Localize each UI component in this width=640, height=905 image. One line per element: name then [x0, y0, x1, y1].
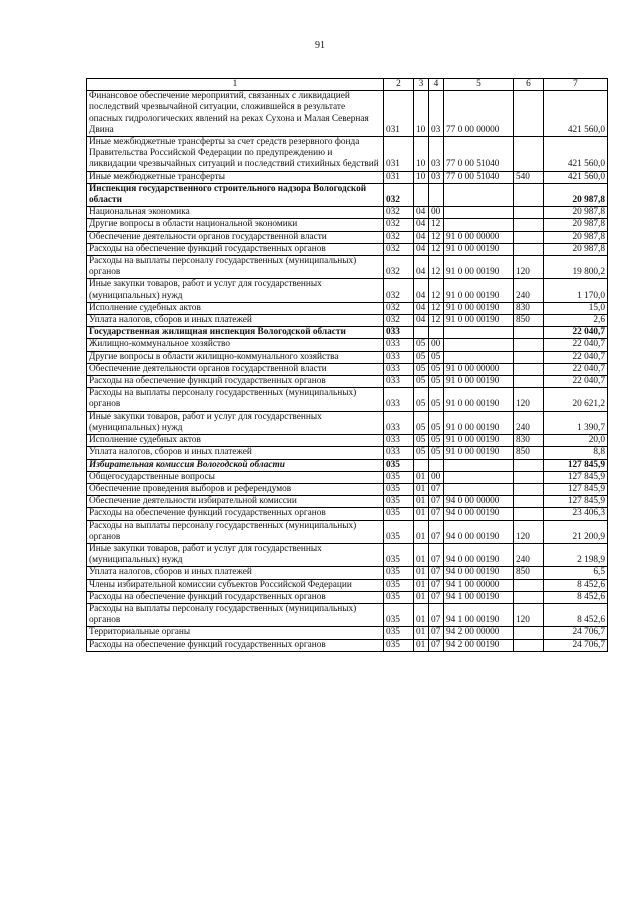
cell-amount: 22 040,7 — [544, 363, 608, 375]
cell-subsection: 12 — [429, 279, 444, 302]
cell-expense-type — [514, 496, 544, 508]
header-col-3: 3 — [414, 79, 429, 91]
cell-target-article — [444, 207, 514, 219]
table-row — [87, 591, 608, 603]
cell-target-article — [444, 351, 514, 363]
cell-amount: 23 406,3 — [544, 508, 608, 520]
cell-subsection: 03 — [429, 171, 444, 183]
cell-amount: 8 452,6 — [544, 591, 608, 603]
cell-amount: 2,6 — [544, 315, 608, 327]
cell-subsection — [429, 327, 444, 339]
cell-name: Расходы на обеспечение функций государственных органов — [87, 508, 384, 520]
cell-amount: 20 987,8 — [544, 183, 608, 206]
cell-expense-type: 850 — [514, 315, 544, 327]
cell-subsection: 07 — [429, 520, 444, 543]
cell-target-article — [444, 483, 514, 495]
cell-name: Жилищно-коммунальное хозяйство — [87, 339, 384, 351]
cell-expense-type: 240 — [514, 543, 544, 566]
cell-ministry-code: 033 — [384, 327, 414, 339]
cell-name: Исполнение судебных актов — [87, 435, 384, 447]
cell-ministry-code: 032 — [384, 302, 414, 314]
table-row — [87, 279, 608, 302]
cell-expense-type — [514, 471, 544, 483]
cell-name: Расходы на обеспечение функций государственных органов — [87, 376, 384, 388]
cell-subsection: 07 — [429, 627, 444, 639]
cell-amount: 20,0 — [544, 435, 608, 447]
cell-subsection: 07 — [429, 483, 444, 495]
cell-amount: 8 452,6 — [544, 579, 608, 591]
cell-section: 04 — [414, 231, 429, 243]
table-row — [87, 339, 608, 351]
cell-section — [414, 183, 429, 206]
table-row — [87, 207, 608, 219]
table-row — [87, 579, 608, 591]
cell-amount: 127 845,9 — [544, 459, 608, 471]
cell-expense-type — [514, 91, 544, 137]
cell-subsection: 05 — [429, 388, 444, 411]
cell-section: 04 — [414, 207, 429, 219]
cell-subsection: 00 — [429, 207, 444, 219]
cell-amount: 20 987,8 — [544, 231, 608, 243]
cell-section — [414, 327, 429, 339]
cell-amount: 1 170,0 — [544, 279, 608, 302]
cell-name: Финансовое обеспечение мероприятий, связанных с ликвидацией последствий чрезвычайной ситуации, сложившейся в результате опасных гидрологических явлений на реках Сухона и Малая Северная Двина — [87, 91, 384, 137]
cell-section: 04 — [414, 243, 429, 255]
cell-target-article — [444, 219, 514, 231]
cell-amount: 24 706,7 — [544, 639, 608, 651]
cell-expense-type — [514, 639, 544, 651]
cell-target-article: 94 0 00 00190 — [444, 567, 514, 579]
cell-section: 01 — [414, 627, 429, 639]
header-col-4: 4 — [429, 79, 444, 91]
cell-target-article: 91 0 00 00190 — [444, 315, 514, 327]
cell-ministry-code: 032 — [384, 256, 414, 279]
cell-section: 05 — [414, 411, 429, 434]
cell-target-article: 91 0 00 00190 — [444, 411, 514, 434]
cell-section — [414, 459, 429, 471]
cell-name: Инспекция государственного строительного надзора Вологодской области — [87, 183, 384, 206]
cell-target-article: 94 2 00 00190 — [444, 639, 514, 651]
cell-ministry-code: 035 — [384, 459, 414, 471]
table-row — [87, 351, 608, 363]
table-row — [87, 471, 608, 483]
cell-target-article: 91 0 00 00190 — [444, 256, 514, 279]
table-row — [87, 520, 608, 543]
cell-name: Иные закупки товаров, работ и услуг для государственных (муниципальных) нужд — [87, 411, 384, 434]
cell-section: 04 — [414, 279, 429, 302]
budget-table — [86, 78, 608, 652]
cell-ministry-code: 032 — [384, 183, 414, 206]
cell-section: 05 — [414, 435, 429, 447]
cell-name: Исполнение судебных актов — [87, 302, 384, 314]
cell-target-article: 91 0 00 00000 — [444, 363, 514, 375]
cell-amount: 19 800,2 — [544, 256, 608, 279]
cell-amount: 15,0 — [544, 302, 608, 314]
cell-amount: 22 040,7 — [544, 327, 608, 339]
header-col-7: 7 — [544, 79, 608, 91]
cell-subsection: 07 — [429, 508, 444, 520]
cell-ministry-code: 033 — [384, 435, 414, 447]
table-row — [87, 256, 608, 279]
cell-amount: 6,5 — [544, 567, 608, 579]
cell-target-article: 94 0 00 00190 — [444, 520, 514, 543]
cell-name: Территориальные органы — [87, 627, 384, 639]
table-body — [87, 91, 608, 652]
cell-target-article — [444, 471, 514, 483]
cell-amount: 2 198,9 — [544, 543, 608, 566]
cell-amount: 21 200,9 — [544, 520, 608, 543]
cell-subsection: 00 — [429, 471, 444, 483]
cell-expense-type: 120 — [514, 388, 544, 411]
cell-ministry-code: 035 — [384, 627, 414, 639]
cell-section: 05 — [414, 447, 429, 459]
cell-ministry-code: 032 — [384, 207, 414, 219]
cell-amount: 20 987,8 — [544, 243, 608, 255]
cell-ministry-code: 033 — [384, 376, 414, 388]
cell-expense-type — [514, 579, 544, 591]
cell-subsection: 00 — [429, 339, 444, 351]
cell-amount: 8,8 — [544, 447, 608, 459]
cell-subsection: 05 — [429, 411, 444, 434]
table-row — [87, 315, 608, 327]
cell-expense-type: 120 — [514, 256, 544, 279]
cell-name: Иные закупки товаров, работ и услуг для государственных (муниципальных) нужд — [87, 279, 384, 302]
cell-ministry-code: 032 — [384, 231, 414, 243]
cell-ministry-code: 035 — [384, 508, 414, 520]
cell-section: 01 — [414, 496, 429, 508]
table-row — [87, 243, 608, 255]
cell-amount: 127 845,9 — [544, 471, 608, 483]
cell-ministry-code: 031 — [384, 171, 414, 183]
cell-amount: 22 040,7 — [544, 351, 608, 363]
cell-amount: 20 987,8 — [544, 219, 608, 231]
cell-subsection: 05 — [429, 447, 444, 459]
cell-name: Другие вопросы в области национальной экономики — [87, 219, 384, 231]
cell-name: Другие вопросы в области жилищно-коммунального хозяйства — [87, 351, 384, 363]
cell-section: 05 — [414, 388, 429, 411]
cell-subsection: 05 — [429, 351, 444, 363]
cell-section: 10 — [414, 91, 429, 137]
cell-section: 05 — [414, 363, 429, 375]
cell-amount: 8 452,6 — [544, 603, 608, 626]
cell-expense-type — [514, 243, 544, 255]
cell-section: 01 — [414, 543, 429, 566]
cell-section: 10 — [414, 171, 429, 183]
cell-section: 05 — [414, 339, 429, 351]
header-col-2: 2 — [384, 79, 414, 91]
cell-amount: 20 987,8 — [544, 207, 608, 219]
cell-ministry-code: 032 — [384, 219, 414, 231]
cell-ministry-code: 032 — [384, 243, 414, 255]
cell-ministry-code: 032 — [384, 315, 414, 327]
cell-expense-type: 850 — [514, 567, 544, 579]
cell-section: 05 — [414, 376, 429, 388]
cell-section: 04 — [414, 219, 429, 231]
cell-name: Расходы на выплаты персоналу государственных (муниципальных) органов — [87, 520, 384, 543]
cell-amount: 24 706,7 — [544, 627, 608, 639]
table-row — [87, 639, 608, 651]
cell-ministry-code: 035 — [384, 639, 414, 651]
cell-expense-type — [514, 207, 544, 219]
cell-section: 01 — [414, 567, 429, 579]
cell-expense-type — [514, 327, 544, 339]
cell-subsection: 07 — [429, 567, 444, 579]
cell-name: Государственная жилищная инспекция Вологодской области — [87, 327, 384, 339]
cell-expense-type — [514, 219, 544, 231]
table-row — [87, 567, 608, 579]
table-row — [87, 327, 608, 339]
cell-section: 01 — [414, 471, 429, 483]
cell-ministry-code: 033 — [384, 363, 414, 375]
table-row — [87, 376, 608, 388]
cell-subsection: 07 — [429, 603, 444, 626]
cell-ministry-code: 033 — [384, 447, 414, 459]
cell-ministry-code: 033 — [384, 339, 414, 351]
cell-target-article: 94 1 00 00190 — [444, 603, 514, 626]
cell-ministry-code: 035 — [384, 543, 414, 566]
cell-amount: 421 560,0 — [544, 171, 608, 183]
cell-name: Обеспечение деятельности органов государственной власти — [87, 231, 384, 243]
cell-subsection: 07 — [429, 496, 444, 508]
cell-subsection: 12 — [429, 219, 444, 231]
cell-ministry-code: 032 — [384, 279, 414, 302]
cell-expense-type — [514, 183, 544, 206]
cell-amount: 127 845,9 — [544, 483, 608, 495]
cell-target-article: 91 0 00 00190 — [444, 435, 514, 447]
cell-name: Расходы на обеспечение функций государственных органов — [87, 243, 384, 255]
cell-subsection: 07 — [429, 543, 444, 566]
table-row — [87, 219, 608, 231]
cell-section: 04 — [414, 256, 429, 279]
cell-subsection: 07 — [429, 639, 444, 651]
cell-subsection: 12 — [429, 231, 444, 243]
cell-name: Обеспечение деятельности избирательной комиссии — [87, 496, 384, 508]
cell-section: 10 — [414, 137, 429, 172]
cell-ministry-code: 031 — [384, 91, 414, 137]
cell-expense-type: 120 — [514, 520, 544, 543]
cell-target-article: 77 0 00 00000 — [444, 91, 514, 137]
header-row — [87, 79, 608, 91]
table-row — [87, 496, 608, 508]
cell-ministry-code: 035 — [384, 591, 414, 603]
cell-ministry-code: 033 — [384, 388, 414, 411]
cell-target-article: 77 0 00 51040 — [444, 171, 514, 183]
cell-name: Обеспечение деятельности органов государственной власти — [87, 363, 384, 375]
cell-name: Иные закупки товаров, работ и услуг для государственных (муниципальных) нужд — [87, 543, 384, 566]
cell-ministry-code: 033 — [384, 351, 414, 363]
cell-target-article: 91 0 00 00190 — [444, 447, 514, 459]
cell-section: 01 — [414, 591, 429, 603]
table-row — [87, 459, 608, 471]
table-row — [87, 543, 608, 566]
table-row — [87, 183, 608, 206]
cell-target-article — [444, 183, 514, 206]
cell-target-article: 91 0 00 00000 — [444, 231, 514, 243]
cell-target-article — [444, 459, 514, 471]
cell-expense-type: 830 — [514, 435, 544, 447]
cell-target-article: 94 1 00 00000 — [444, 579, 514, 591]
cell-subsection: 12 — [429, 256, 444, 279]
table-row — [87, 435, 608, 447]
table-row — [87, 302, 608, 314]
cell-amount: 22 040,7 — [544, 339, 608, 351]
table-row — [87, 411, 608, 434]
cell-expense-type — [514, 591, 544, 603]
cell-ministry-code: 035 — [384, 483, 414, 495]
table-row — [87, 91, 608, 137]
cell-subsection: 05 — [429, 376, 444, 388]
cell-name: Обеспечение проведения выборов и референдумов — [87, 483, 384, 495]
cell-target-article — [444, 327, 514, 339]
cell-section: 01 — [414, 639, 429, 651]
cell-ministry-code: 035 — [384, 471, 414, 483]
cell-expense-type: 240 — [514, 411, 544, 434]
cell-section: 01 — [414, 603, 429, 626]
table-row — [87, 231, 608, 243]
cell-expense-type — [514, 459, 544, 471]
cell-expense-type: 240 — [514, 279, 544, 302]
cell-target-article: 77 0 00 51040 — [444, 137, 514, 172]
table-row — [87, 603, 608, 626]
cell-target-article: 91 0 00 00190 — [444, 302, 514, 314]
cell-name: Расходы на выплаты персоналу государственных (муниципальных) органов — [87, 388, 384, 411]
cell-expense-type — [514, 627, 544, 639]
cell-name: Общегосударственные вопросы — [87, 471, 384, 483]
page-number: 91 — [315, 40, 325, 51]
cell-section: 01 — [414, 579, 429, 591]
cell-ministry-code: 035 — [384, 567, 414, 579]
cell-expense-type: 850 — [514, 447, 544, 459]
cell-ministry-code: 035 — [384, 603, 414, 626]
cell-subsection: 07 — [429, 591, 444, 603]
table-row — [87, 171, 608, 183]
cell-ministry-code: 035 — [384, 579, 414, 591]
cell-section: 05 — [414, 351, 429, 363]
cell-name: Национальная экономика — [87, 207, 384, 219]
header-col-6: 6 — [514, 79, 544, 91]
table-row — [87, 508, 608, 520]
cell-ministry-code: 035 — [384, 520, 414, 543]
cell-target-article: 91 0 00 00190 — [444, 279, 514, 302]
cell-subsection: 12 — [429, 302, 444, 314]
cell-expense-type — [514, 483, 544, 495]
cell-section: 01 — [414, 508, 429, 520]
cell-name: Уплата налогов, сборов и иных платежей — [87, 447, 384, 459]
cell-subsection: 07 — [429, 579, 444, 591]
cell-expense-type — [514, 339, 544, 351]
cell-target-article: 94 1 00 00190 — [444, 591, 514, 603]
cell-expense-type — [514, 231, 544, 243]
cell-ministry-code: 031 — [384, 137, 414, 172]
table-row — [87, 483, 608, 495]
cell-amount: 421 560,0 — [544, 91, 608, 137]
table-row — [87, 627, 608, 639]
cell-name: Члены избирательной комиссии субъектов Российской Федерации — [87, 579, 384, 591]
table-row — [87, 363, 608, 375]
cell-name: Расходы на выплаты персоналу государственных (муниципальных) органов — [87, 256, 384, 279]
cell-subsection: 12 — [429, 243, 444, 255]
cell-name: Уплата налогов, сборов и иных платежей — [87, 567, 384, 579]
cell-name: Расходы на обеспечение функций государственных органов — [87, 639, 384, 651]
cell-name: Уплата налогов, сборов и иных платежей — [87, 315, 384, 327]
cell-ministry-code: 035 — [384, 496, 414, 508]
cell-target-article: 91 0 00 00190 — [444, 243, 514, 255]
table-row — [87, 447, 608, 459]
cell-amount: 22 040,7 — [544, 376, 608, 388]
header-col-1: 1 — [87, 79, 384, 91]
cell-target-article: 94 0 00 00190 — [444, 508, 514, 520]
cell-subsection: 05 — [429, 435, 444, 447]
cell-name: Избирательная комиссия Вологодской области — [87, 459, 384, 471]
cell-subsection — [429, 183, 444, 206]
cell-target-article — [444, 339, 514, 351]
cell-subsection: 03 — [429, 137, 444, 172]
cell-section: 04 — [414, 302, 429, 314]
cell-amount: 20 621,2 — [544, 388, 608, 411]
cell-amount: 127 845,9 — [544, 496, 608, 508]
cell-section: 01 — [414, 520, 429, 543]
cell-subsection: 12 — [429, 315, 444, 327]
cell-subsection: 03 — [429, 91, 444, 137]
cell-expense-type — [514, 363, 544, 375]
cell-amount: 421 560,0 — [544, 137, 608, 172]
cell-expense-type: 540 — [514, 171, 544, 183]
header-col-5: 5 — [444, 79, 514, 91]
cell-target-article: 91 0 00 00190 — [444, 376, 514, 388]
cell-subsection — [429, 459, 444, 471]
cell-amount: 1 390,7 — [544, 411, 608, 434]
table-row — [87, 137, 608, 172]
cell-section: 04 — [414, 315, 429, 327]
cell-target-article: 91 0 00 00190 — [444, 388, 514, 411]
cell-expense-type — [514, 137, 544, 172]
cell-expense-type — [514, 376, 544, 388]
cell-expense-type: 120 — [514, 603, 544, 626]
cell-section: 01 — [414, 483, 429, 495]
cell-name: Расходы на выплаты персоналу государственных (муниципальных) органов — [87, 603, 384, 626]
cell-ministry-code: 033 — [384, 411, 414, 434]
cell-expense-type — [514, 351, 544, 363]
table-row — [87, 388, 608, 411]
cell-expense-type — [514, 508, 544, 520]
cell-target-article: 94 0 00 00000 — [444, 496, 514, 508]
cell-name: Иные межбюджетные трансферты за счет средств резервного фонда Правительства Российской Федерации по предупреждению и ликвидации чрезвычайных ситуаций и последствий стихийных бедствий — [87, 137, 384, 172]
cell-subsection: 05 — [429, 363, 444, 375]
cell-target-article: 94 2 00 00000 — [444, 627, 514, 639]
cell-expense-type: 830 — [514, 302, 544, 314]
cell-name: Иные межбюджетные трансферты — [87, 171, 384, 183]
cell-name: Расходы на обеспечение функций государственных органов — [87, 591, 384, 603]
cell-target-article: 94 0 00 00190 — [444, 543, 514, 566]
